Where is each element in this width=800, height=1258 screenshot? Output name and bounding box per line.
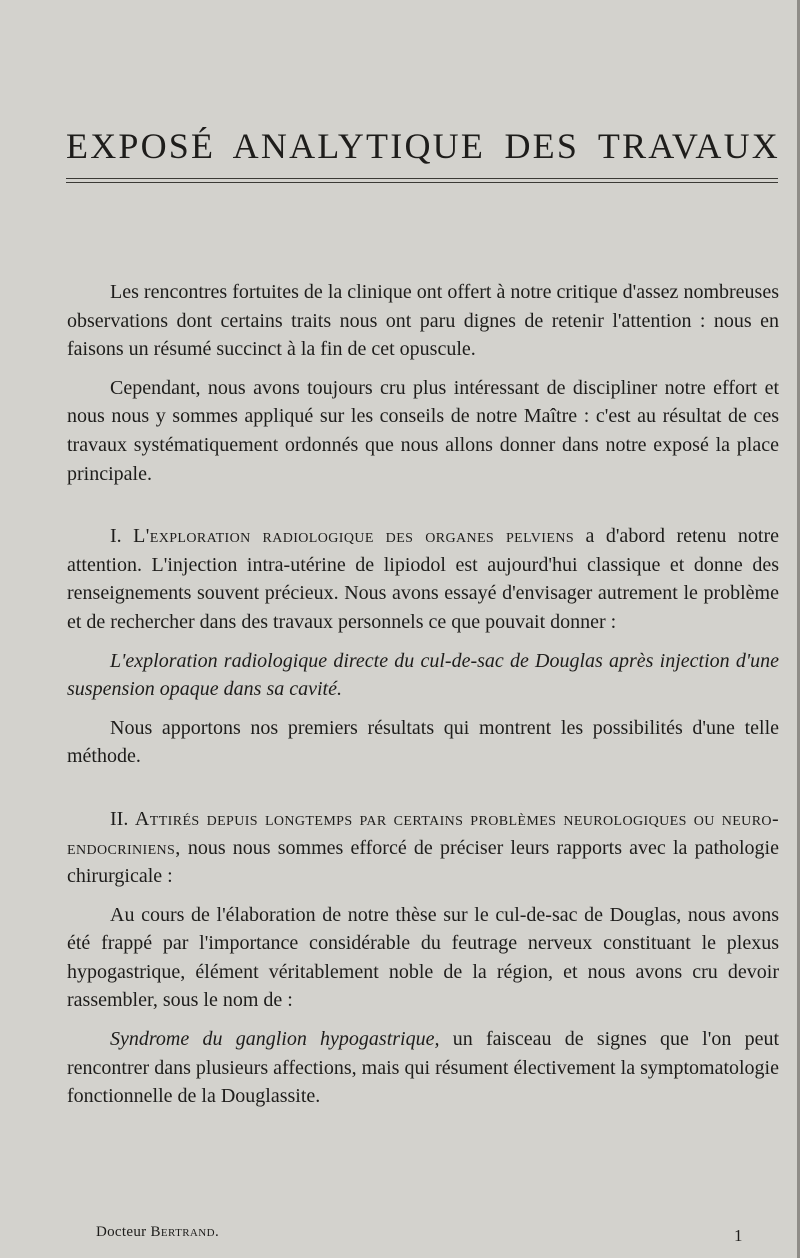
page-number: 1	[734, 1226, 743, 1245]
section-1-number: I.	[110, 525, 134, 548]
footer-author-prefix: Docteur	[96, 1224, 151, 1240]
section-1-text: a d'abord retenu notre attention. L'injection intra-utérine de lipiodol est aujourd'hui classique et donne des renseignements souvent précieux. Nous avons essayé d'envisager autrement le problème et de rechercher dans des travaux personnels ce que pouvait donner :	[67, 525, 779, 633]
section-2-paragraph-3	[67, 1025, 779, 1111]
section-2-paragraph	[67, 805, 779, 891]
footer-author-name: Bertrand.	[150, 1224, 220, 1240]
section-1-result: Nous apportons nos premiers résultats qui montrent les possibilités d'une telle méthode.	[67, 716, 779, 768]
footer-author	[96, 1224, 219, 1241]
intro-paragraph: Les rencontres fortuites de la clinique ont offert à notre critique d'assez nombreuses observations dont certains traits nous ont paru dignes de retenir l'attention : nous en faisons un résumé succinct à la fin de cet opuscule.	[67, 281, 779, 361]
title-rule-bottom	[66, 182, 778, 183]
section-2-number: II.	[110, 807, 135, 830]
title-rule-top	[66, 178, 778, 179]
section-2-heading: Attirés depuis longtemps par certains problèmes neurologiques ou neuro-endocriniens,	[67, 807, 780, 859]
method-paragraph: Cependant, nous avons toujours cru plus intéressant de discipliner notre effort et nous nous y sommes appliqué sur les conseils de notre Maître : c'est au résultat de ces travaux systématiquement ordonnés que nous allons donner dans notre exposé la place principale.	[67, 376, 779, 485]
section-2-italic: Syndrome du ganglion hypogastrique,	[110, 1028, 440, 1051]
section-2-conclusion: un faisceau de signes que l'on peut rencontrer dans plusieurs affections, mais qui résument électivement la symptomatologie fonctionnelle de la Douglassite.	[67, 1028, 779, 1108]
section-1-heading: L'exploration radiologique des organes pelviens	[133, 525, 575, 548]
section-2-text: nous nous sommes efforcé de préciser leurs rapports avec la pathologie chirurgicale :	[67, 836, 779, 888]
body-text	[67, 278, 779, 1111]
section-1-italic: L'exploration radiologique directe du cul-de-sac de Douglas après injection d'une suspension opaque dans sa cavité.	[67, 649, 779, 701]
section-1-paragraph	[67, 522, 779, 636]
page-title: EXPOSÉ ANALYTIQUE DES TRAVAUX	[66, 126, 780, 166]
section-2-paragraph-2: Au cours de l'élaboration de notre thèse sur le cul-de-sac de Douglas, nous avons été frappé par l'importance considérable du feutrage nerveux constituant le plexus hypogastrique, élément véritablement noble de la région, et nous avons cru devoir rassembler, sous le nom de :	[67, 903, 779, 1012]
